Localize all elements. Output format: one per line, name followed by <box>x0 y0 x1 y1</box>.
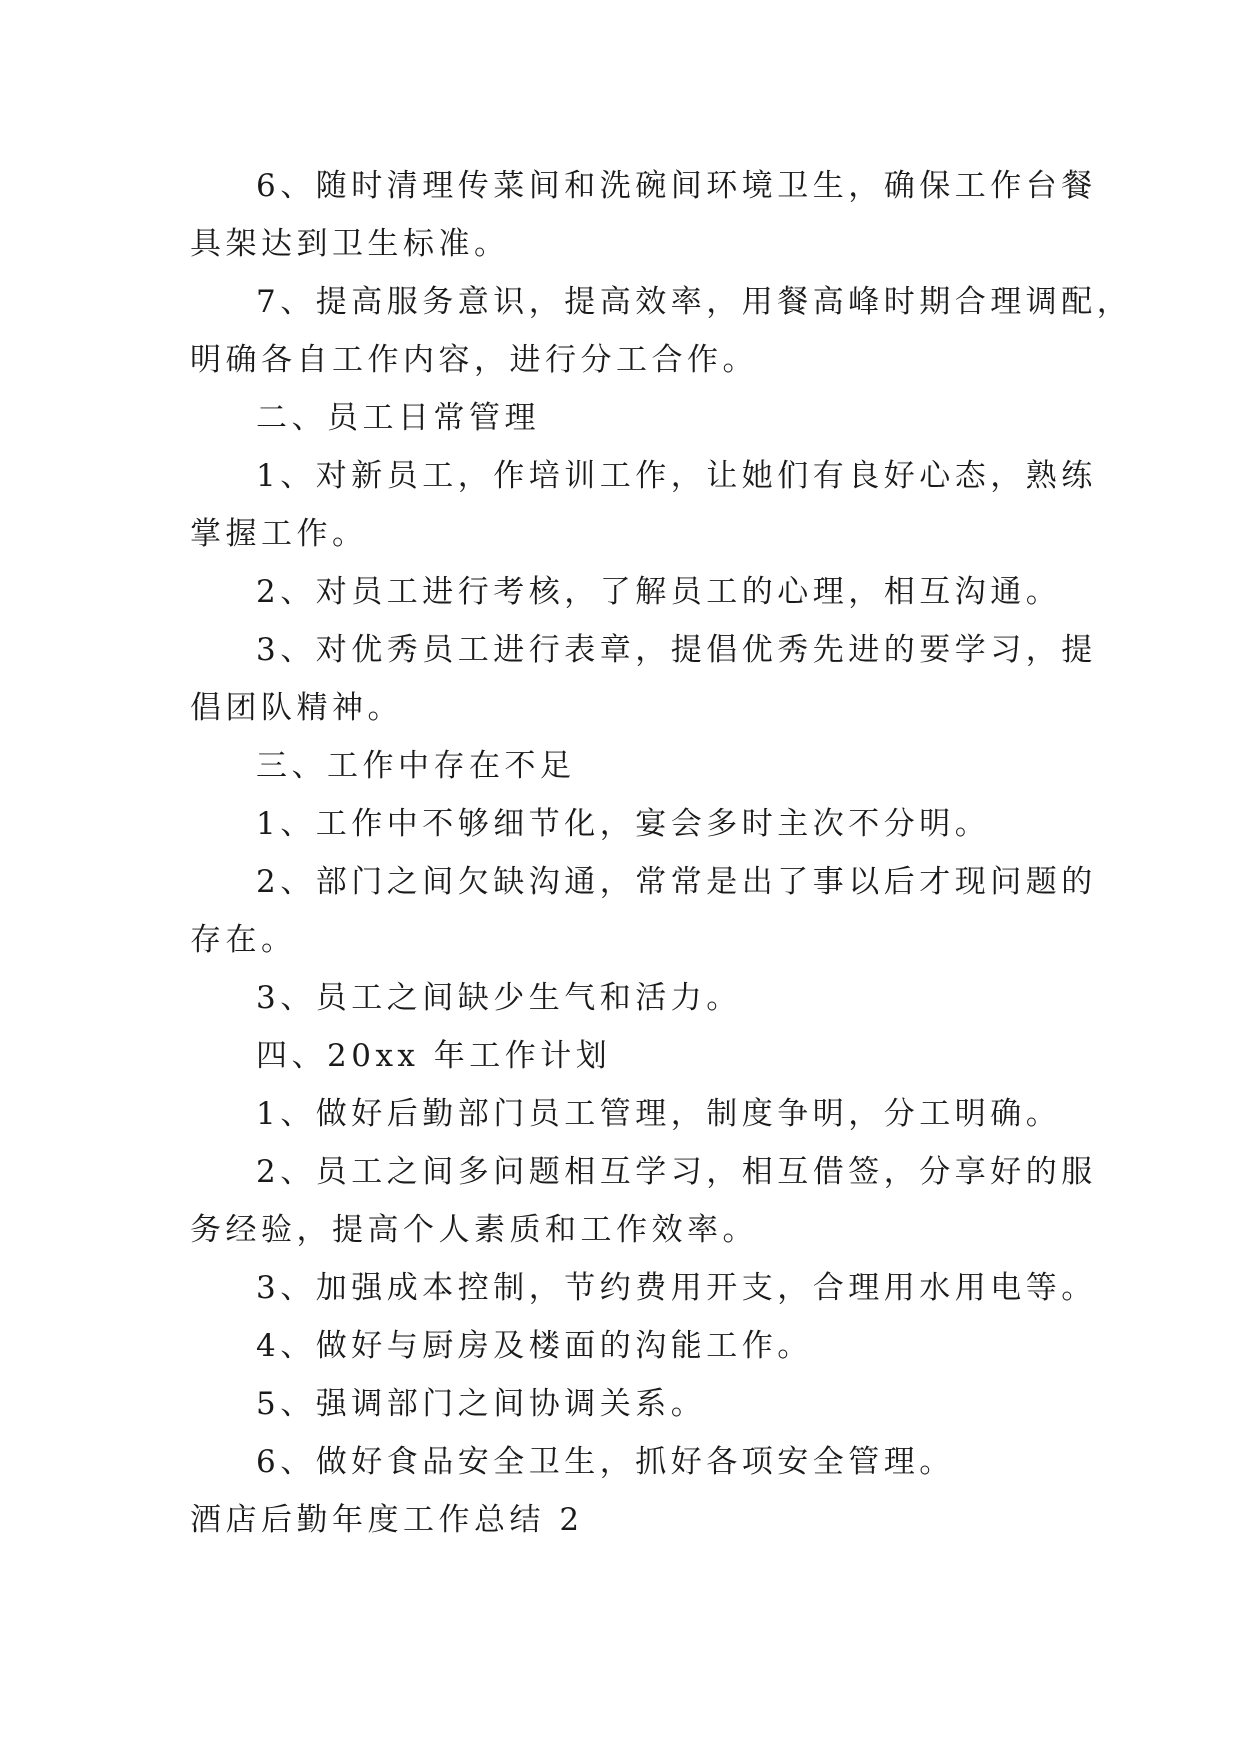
paragraph-line: 掌握工作。 <box>190 516 368 552</box>
paragraph-line: 2、对员工进行考核，了解员工的心理，相互沟通。 <box>256 574 1062 610</box>
paragraph-line: 6、做好食品安全卫生，抓好各项安全管理。 <box>256 1444 955 1480</box>
paragraph-line: 具架达到卫生标准。 <box>190 226 510 262</box>
paragraph-line: 2、部门之间欠缺沟通，常常是出了事以后才现问题的 <box>256 864 1097 900</box>
paragraph-line: 存在。 <box>190 922 297 958</box>
section-heading: 三、工作中存在不足 <box>256 748 576 784</box>
document-title: 酒店后勤年度工作总结 2 <box>190 1502 584 1538</box>
section-heading: 二、员工日常管理 <box>256 400 540 436</box>
paragraph-line: 1、对新员工，作培训工作，让她们有良好心态，熟练 <box>256 458 1097 494</box>
paragraph-line: 5、强调部门之间协调关系。 <box>256 1386 707 1422</box>
paragraph-line: 务经验，提高个人素质和工作效率。 <box>190 1212 758 1248</box>
section-heading: 四、20xx 年工作计划 <box>256 1038 612 1074</box>
paragraph-line: 7、提高服务意识，提高效率，用餐高峰时期合理调配， <box>256 284 1133 320</box>
paragraph-line: 1、做好后勤部门员工管理，制度争明，分工明确。 <box>256 1096 1062 1132</box>
paragraph-line: 3、员工之间缺少生气和活力。 <box>256 980 742 1016</box>
paragraph-line: 3、加强成本控制，节约费用开支，合理用水用电等。 <box>256 1270 1097 1306</box>
paragraph-line: 6、随时清理传菜间和洗碗间环境卫生，确保工作台餐 <box>256 168 1097 204</box>
paragraph-line: 1、工作中不够细节化，宴会多时主次不分明。 <box>256 806 991 842</box>
paragraph-line: 4、做好与厨房及楼面的沟能工作。 <box>256 1328 813 1364</box>
paragraph-line: 明确各自工作内容，进行分工合作。 <box>190 342 758 378</box>
paragraph-line: 2、员工之间多问题相互学习，相互借签，分享好的服 <box>256 1154 1097 1190</box>
paragraph-line: 倡团队精神。 <box>190 690 403 726</box>
paragraph-line: 3、对优秀员工进行表章，提倡优秀先进的要学习，提 <box>256 632 1097 668</box>
